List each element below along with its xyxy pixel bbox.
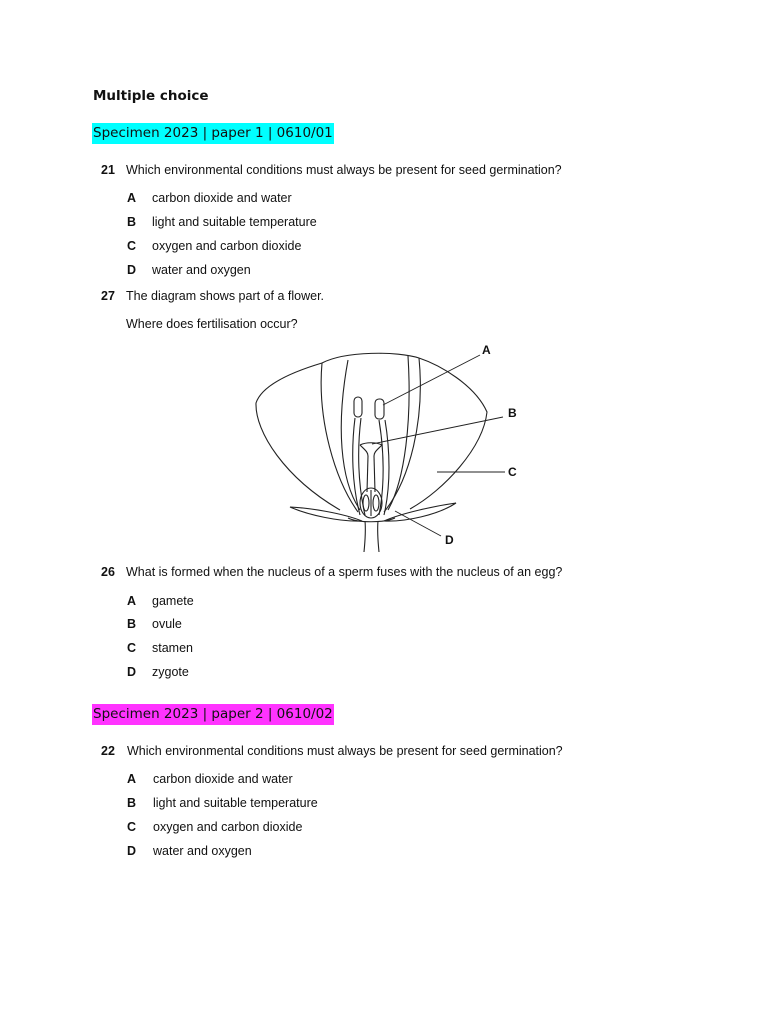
option-text: oxygen and carbon dioxide [152, 239, 302, 253]
question-text: The diagram shows part of a flower. [126, 289, 325, 303]
question-number: 22 [101, 744, 115, 758]
option-letter: D [127, 844, 137, 858]
question-text: What is formed when the nucleus of a sperm fuses with the nucleus of an egg? [126, 565, 563, 579]
question-subtext: Where does fertilisation occur? [126, 317, 298, 331]
option-text: zygote [152, 665, 189, 679]
section-title-paper-1: Specimen 2023 | paper 1 | 0610/01 [92, 123, 334, 144]
option-letter: C [127, 239, 137, 253]
option-text: ovule [152, 617, 182, 631]
option-text: oxygen and carbon dioxide [153, 820, 303, 834]
diagram-label-d: D [445, 533, 454, 547]
option-text: stamen [152, 641, 193, 655]
option-letter: A [127, 594, 137, 608]
option-letter: D [127, 665, 137, 679]
option-text: light and suitable temperature [153, 796, 318, 810]
question-number: 26 [101, 565, 115, 579]
section-title-paper-2: Specimen 2023 | paper 2 | 0610/02 [92, 704, 334, 725]
diagram-label-a: A [482, 343, 491, 357]
option-letter: B [127, 215, 137, 229]
option-text: water and oxygen [152, 263, 251, 277]
option-text: gamete [152, 594, 194, 608]
diagram-label-c: C [508, 465, 517, 479]
question-number: 21 [101, 163, 115, 177]
question-number: 27 [101, 289, 115, 303]
question-text: Which environmental conditions must always be present for seed germination? [127, 744, 563, 758]
option-letter: B [127, 796, 137, 810]
option-letter: C [127, 820, 137, 834]
option-letter: A [127, 772, 137, 786]
page-heading: Multiple choice [93, 88, 209, 104]
option-text: carbon dioxide and water [152, 191, 292, 205]
option-letter: D [127, 263, 137, 277]
question-text: Which environmental conditions must always be present for seed germination? [126, 163, 562, 177]
option-text: water and oxygen [153, 844, 252, 858]
diagram-label-b: B [508, 406, 517, 420]
option-letter: A [127, 191, 137, 205]
option-letter: B [127, 617, 137, 631]
option-text: carbon dioxide and water [153, 772, 293, 786]
option-letter: C [127, 641, 137, 655]
option-text: light and suitable temperature [152, 215, 317, 229]
